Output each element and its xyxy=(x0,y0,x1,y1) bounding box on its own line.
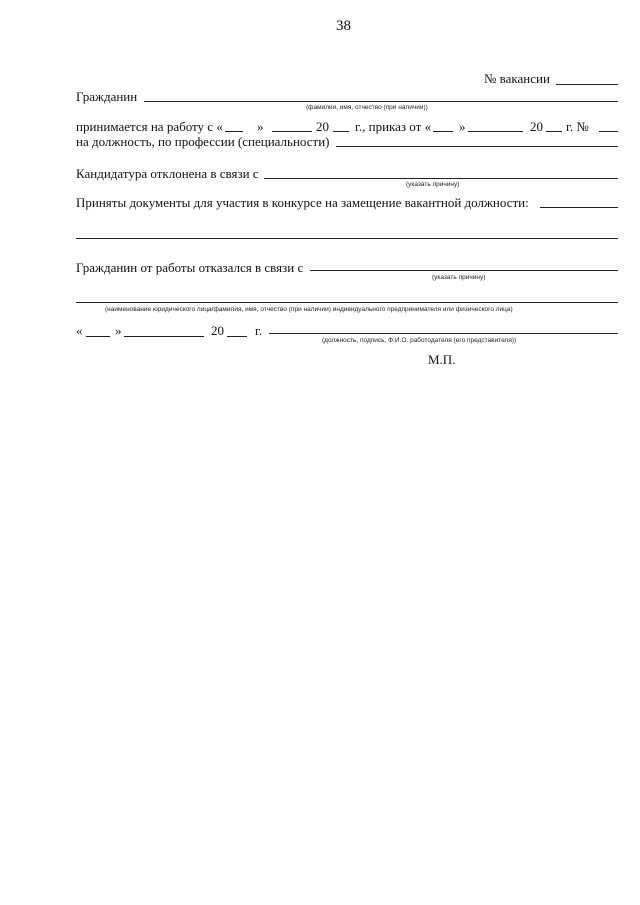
order-year-prefix: 20 xyxy=(530,119,543,134)
rejected-reason-field[interactable] xyxy=(264,178,618,179)
order-month-field[interactable] xyxy=(468,131,523,132)
signature-year-prefix: 20 xyxy=(211,323,224,338)
order-number-label: г. № xyxy=(566,119,589,134)
refused-reason-field[interactable] xyxy=(310,270,618,271)
hire-year-prefix: 20 xyxy=(316,119,329,134)
hire-month-field[interactable] xyxy=(272,131,312,132)
signature-year-field[interactable] xyxy=(227,336,247,337)
vacancy-label: № вакансии xyxy=(484,71,550,86)
hire-accepted-label: принимается на работу с « xyxy=(76,119,223,134)
page-number: 38 xyxy=(336,18,351,34)
signature-quote-open: « xyxy=(76,323,83,338)
signature-day-field[interactable] xyxy=(86,336,110,337)
hire-quote-close: » xyxy=(257,119,264,134)
documents-label: Приняты документы для участия в конкурсе на замещение вакантной должности: xyxy=(76,195,529,210)
signature-year-suffix: г. xyxy=(255,323,263,338)
signature-field[interactable] xyxy=(269,333,618,334)
order-number-field[interactable] xyxy=(599,131,618,132)
signature-quote-close: » xyxy=(115,323,122,338)
hire-order-label: г., приказ от « xyxy=(355,119,432,134)
refused-label: Гражданин от работы отказался в связи с xyxy=(76,260,304,275)
order-year-field[interactable] xyxy=(546,131,562,132)
employer-caption: (наименование юридического лица/фамилия, имя, отчество (при наличии) индивидуального предпринимателя или физического лица) xyxy=(105,306,513,313)
employer-field[interactable] xyxy=(76,302,618,303)
citizen-label: Гражданин xyxy=(76,89,138,104)
citizen-caption: (фамилия, имя, отчество (при наличии)) xyxy=(306,104,428,111)
documents-field-1[interactable] xyxy=(540,207,618,208)
signature-month-field[interactable] xyxy=(124,336,204,337)
vacancy-number-field[interactable] xyxy=(556,84,618,85)
hire-day-field[interactable] xyxy=(225,131,243,132)
refused-caption: (указать причину) xyxy=(432,274,486,281)
stamp-label: М.П. xyxy=(428,352,456,367)
hire-year-field[interactable] xyxy=(333,131,349,132)
position-label: на должность, по профессии (специальности) xyxy=(76,134,330,149)
order-day-field[interactable] xyxy=(433,131,453,132)
position-field[interactable] xyxy=(336,146,618,147)
order-quote-close: » xyxy=(459,119,466,134)
documents-field-2[interactable] xyxy=(76,238,618,239)
rejected-label: Кандидатура отклонена в связи с xyxy=(76,166,259,181)
signature-caption: (должность, подпись, Ф.И.О. работодателя (его представителя)) xyxy=(322,337,517,344)
citizen-name-field[interactable] xyxy=(144,101,618,102)
rejected-caption: (указать причину) xyxy=(406,181,460,188)
